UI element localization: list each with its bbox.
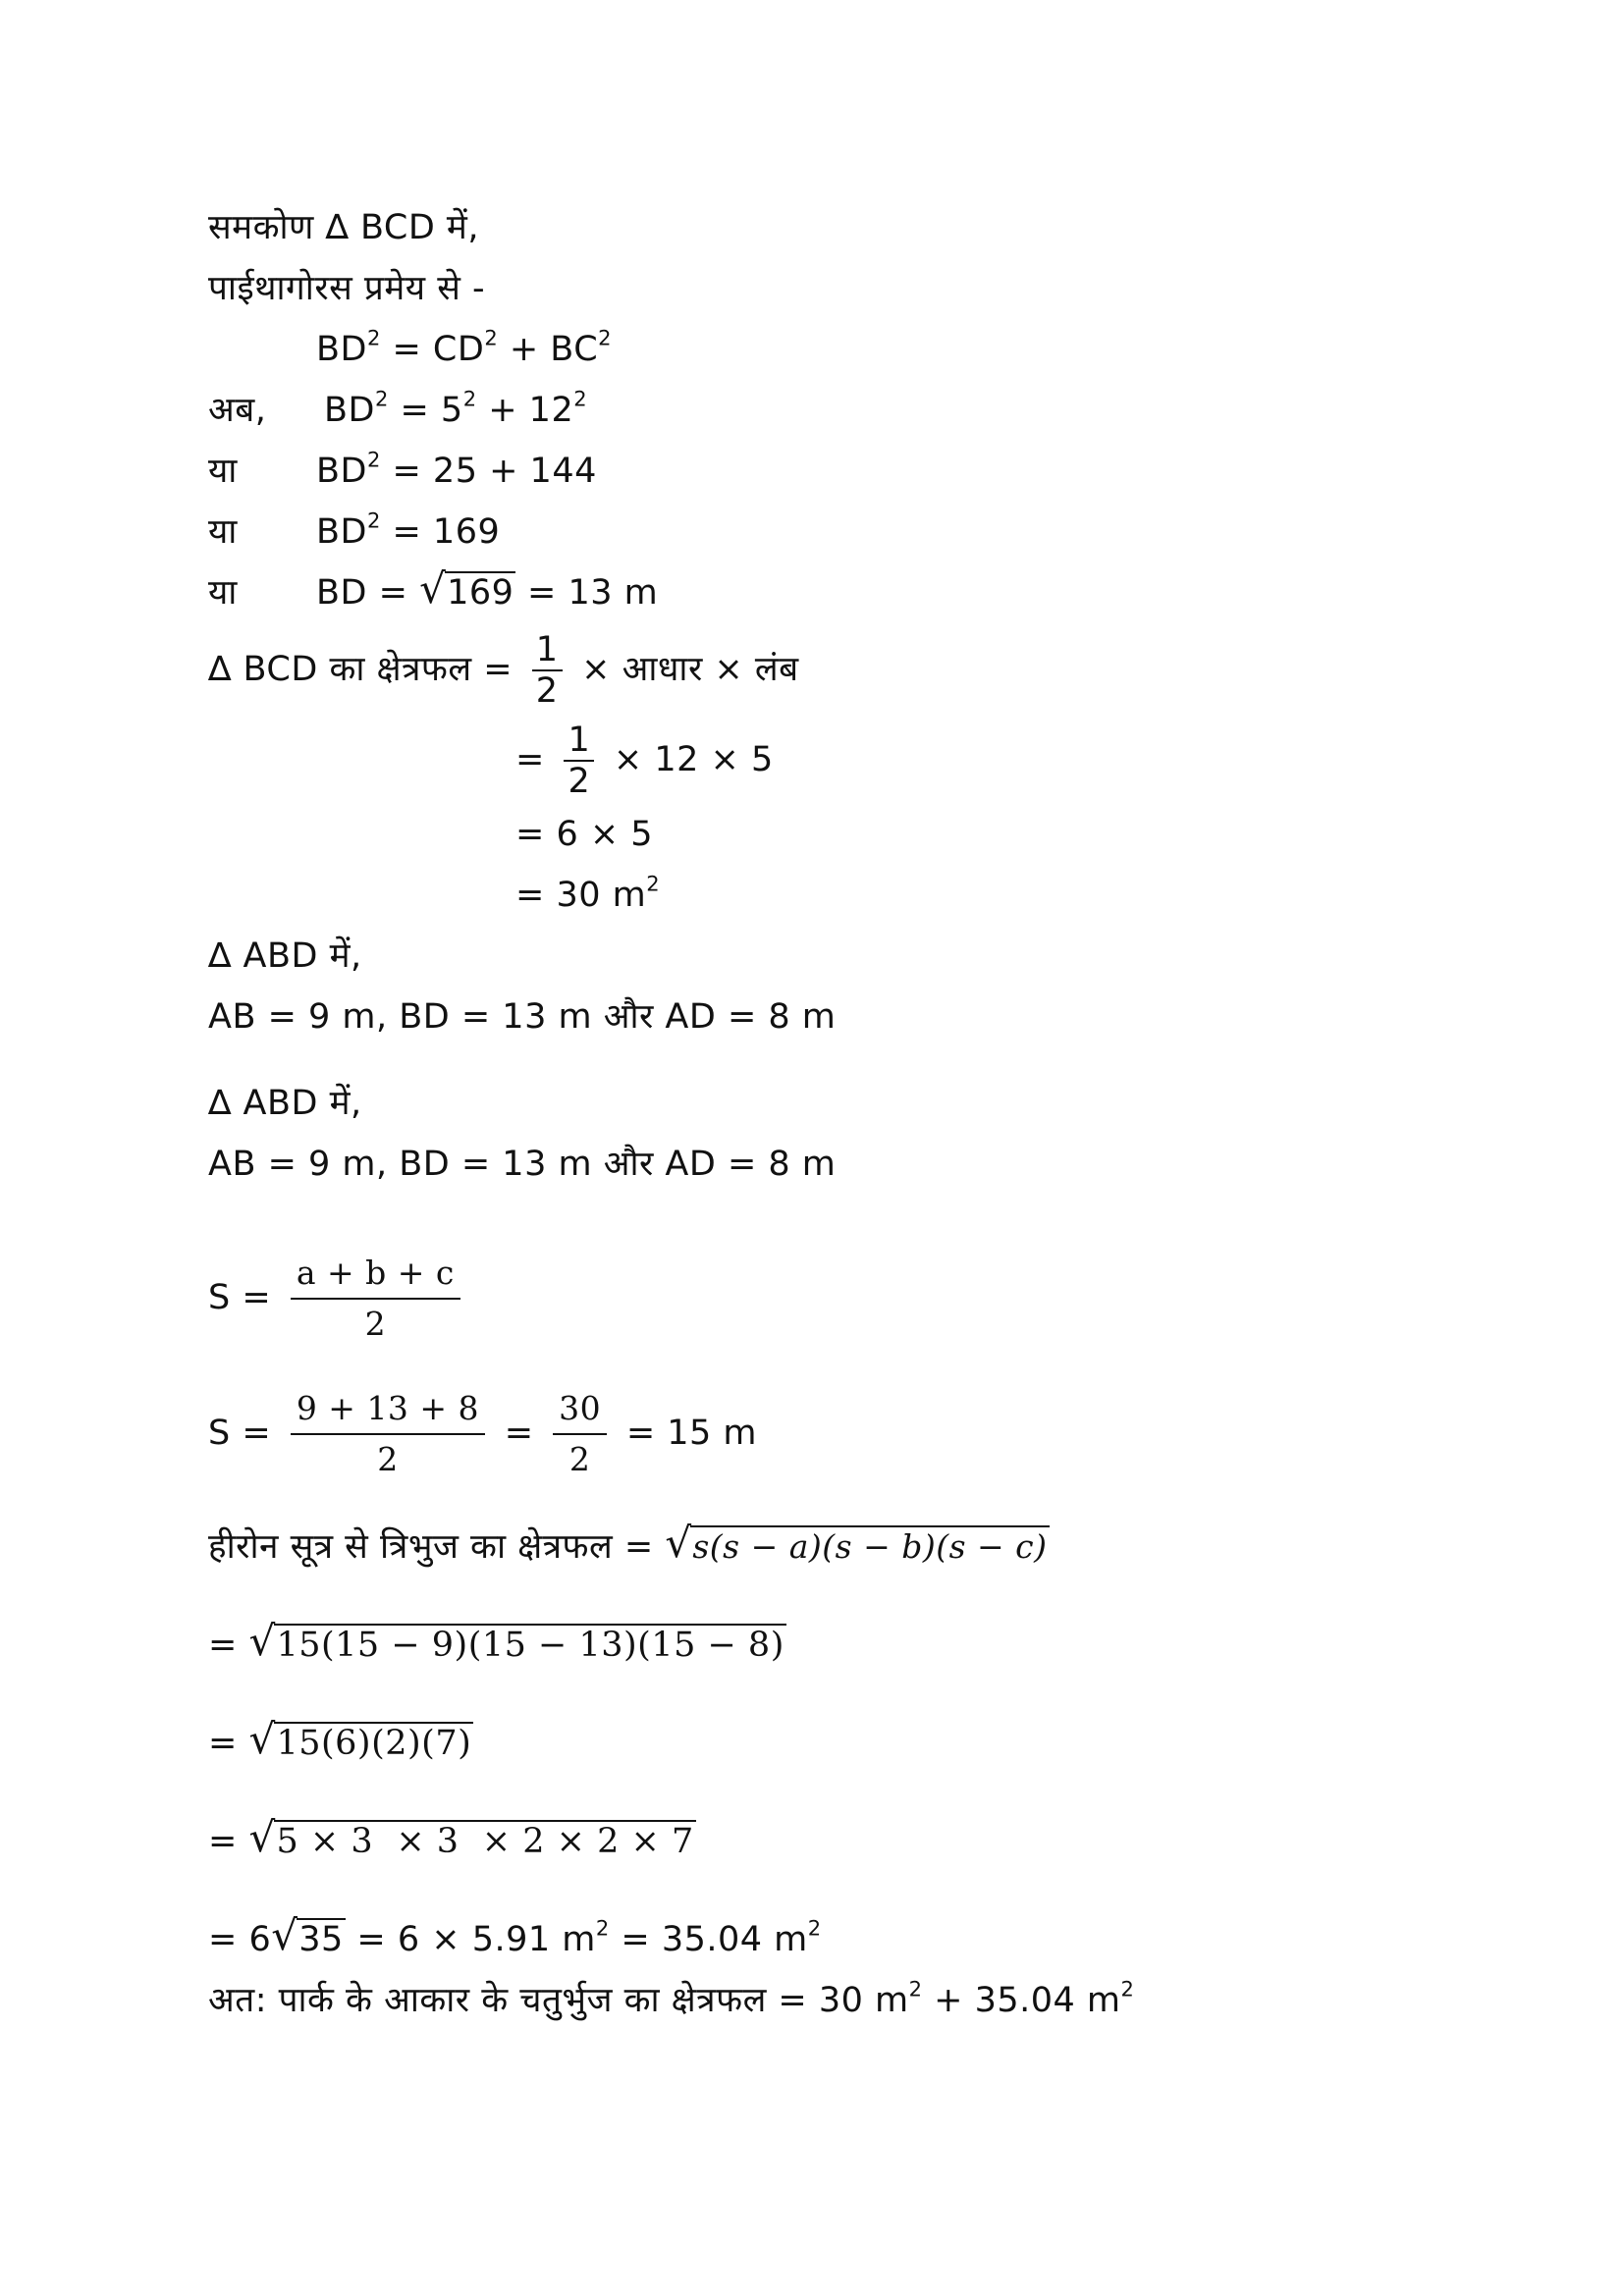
line-3-pythagoras: $BD^2 = CD^2 + BC^2$	[316, 326, 613, 369]
fraction-thirty-halves: $\frac{30}{2}$	[553, 1384, 607, 1484]
fraction-half: $\frac{1}{2}$	[532, 630, 563, 711]
fraction-sum: $\frac{9 + 13 + 8}{2}$	[291, 1384, 485, 1484]
line-8-area-formula: ∆ BCD का क्षेत्रफल = $\frac{1}{2}$ × आधार × लंब	[208, 630, 799, 711]
line-6: या $BD^2 = 169$	[208, 508, 501, 552]
line-5: या $BD^2 = 25 + 144$	[208, 448, 597, 491]
line-18-heron: हीरोन सूत्र से त्रिभुज का क्षेत्रफल = √ s(s − a)(s − b)(s − c)	[208, 1519, 1048, 1567]
line-17-s-value: S = $\frac{9 + 13 + 8}{2}$ = $\frac{30}{2}$ = 15 m	[208, 1374, 757, 1492]
line-2: पाईथागोरस प्रमेय से -	[208, 269, 486, 308]
line-11: = 30 $m^2$	[515, 872, 661, 915]
line-7: या BD = √ 169 = 13 m	[208, 564, 659, 613]
line-13: AB = 9 m, BD = 13 m और AD = 8 m	[208, 997, 837, 1037]
line-9: = $\frac{1}{2}$ × 12 × 5	[515, 721, 774, 801]
sqrt-35: √ 35	[271, 1911, 344, 1959]
sqrt-169: √ 169	[419, 564, 514, 613]
line-12: ∆ ABD में,	[208, 936, 362, 976]
line-1: समकोण ∆ BCD में,	[208, 208, 479, 247]
sqrt-heron: √ s(s − a)(s − b)(s − c)	[665, 1519, 1048, 1567]
fraction-half: $\frac{1}{2}$	[564, 721, 594, 801]
line-22: = 6 √ 35 = 6 × 5.91 $m^2 = 35.04$ $m^2$	[208, 1911, 822, 1959]
line-10: = 6 × 5	[515, 815, 654, 854]
sqrt-simplified: √ 15(6)(2)(7)	[248, 1715, 472, 1763]
line-21: = √ 5 × 3 × 3 × 2 × 2 × 7	[208, 1813, 694, 1861]
line-19: = √ 15(15 − 9)(15 − 13)(15 − 8)	[208, 1617, 784, 1665]
sqrt-substituted: √ 15(15 − 9)(15 − 13)(15 − 8)	[248, 1617, 784, 1665]
fraction-s: $\frac{a + b + c}{2}$	[291, 1249, 460, 1349]
line-23-conclusion: अत: पार्क के आकार के चतुर्भुज का क्षेत्रफल = 30 $m^2 + 35.04$ $m^2$	[208, 1977, 1135, 2020]
line-4: अब, $BD^2 = 5^2 + 12^2$	[208, 387, 588, 430]
line-15: AB = 9 m, BD = 13 m और AD = 8 m	[208, 1145, 837, 1184]
line-20: = √ 15(6)(2)(7)	[208, 1715, 472, 1763]
line-14: ∆ ABD में,	[208, 1084, 362, 1123]
sqrt-factors: √ 5 × 3 × 3 × 2 × 2 × 7	[248, 1813, 694, 1861]
line-16-s-formula: S = $\frac{a + b + c}{2}$	[208, 1239, 468, 1357]
